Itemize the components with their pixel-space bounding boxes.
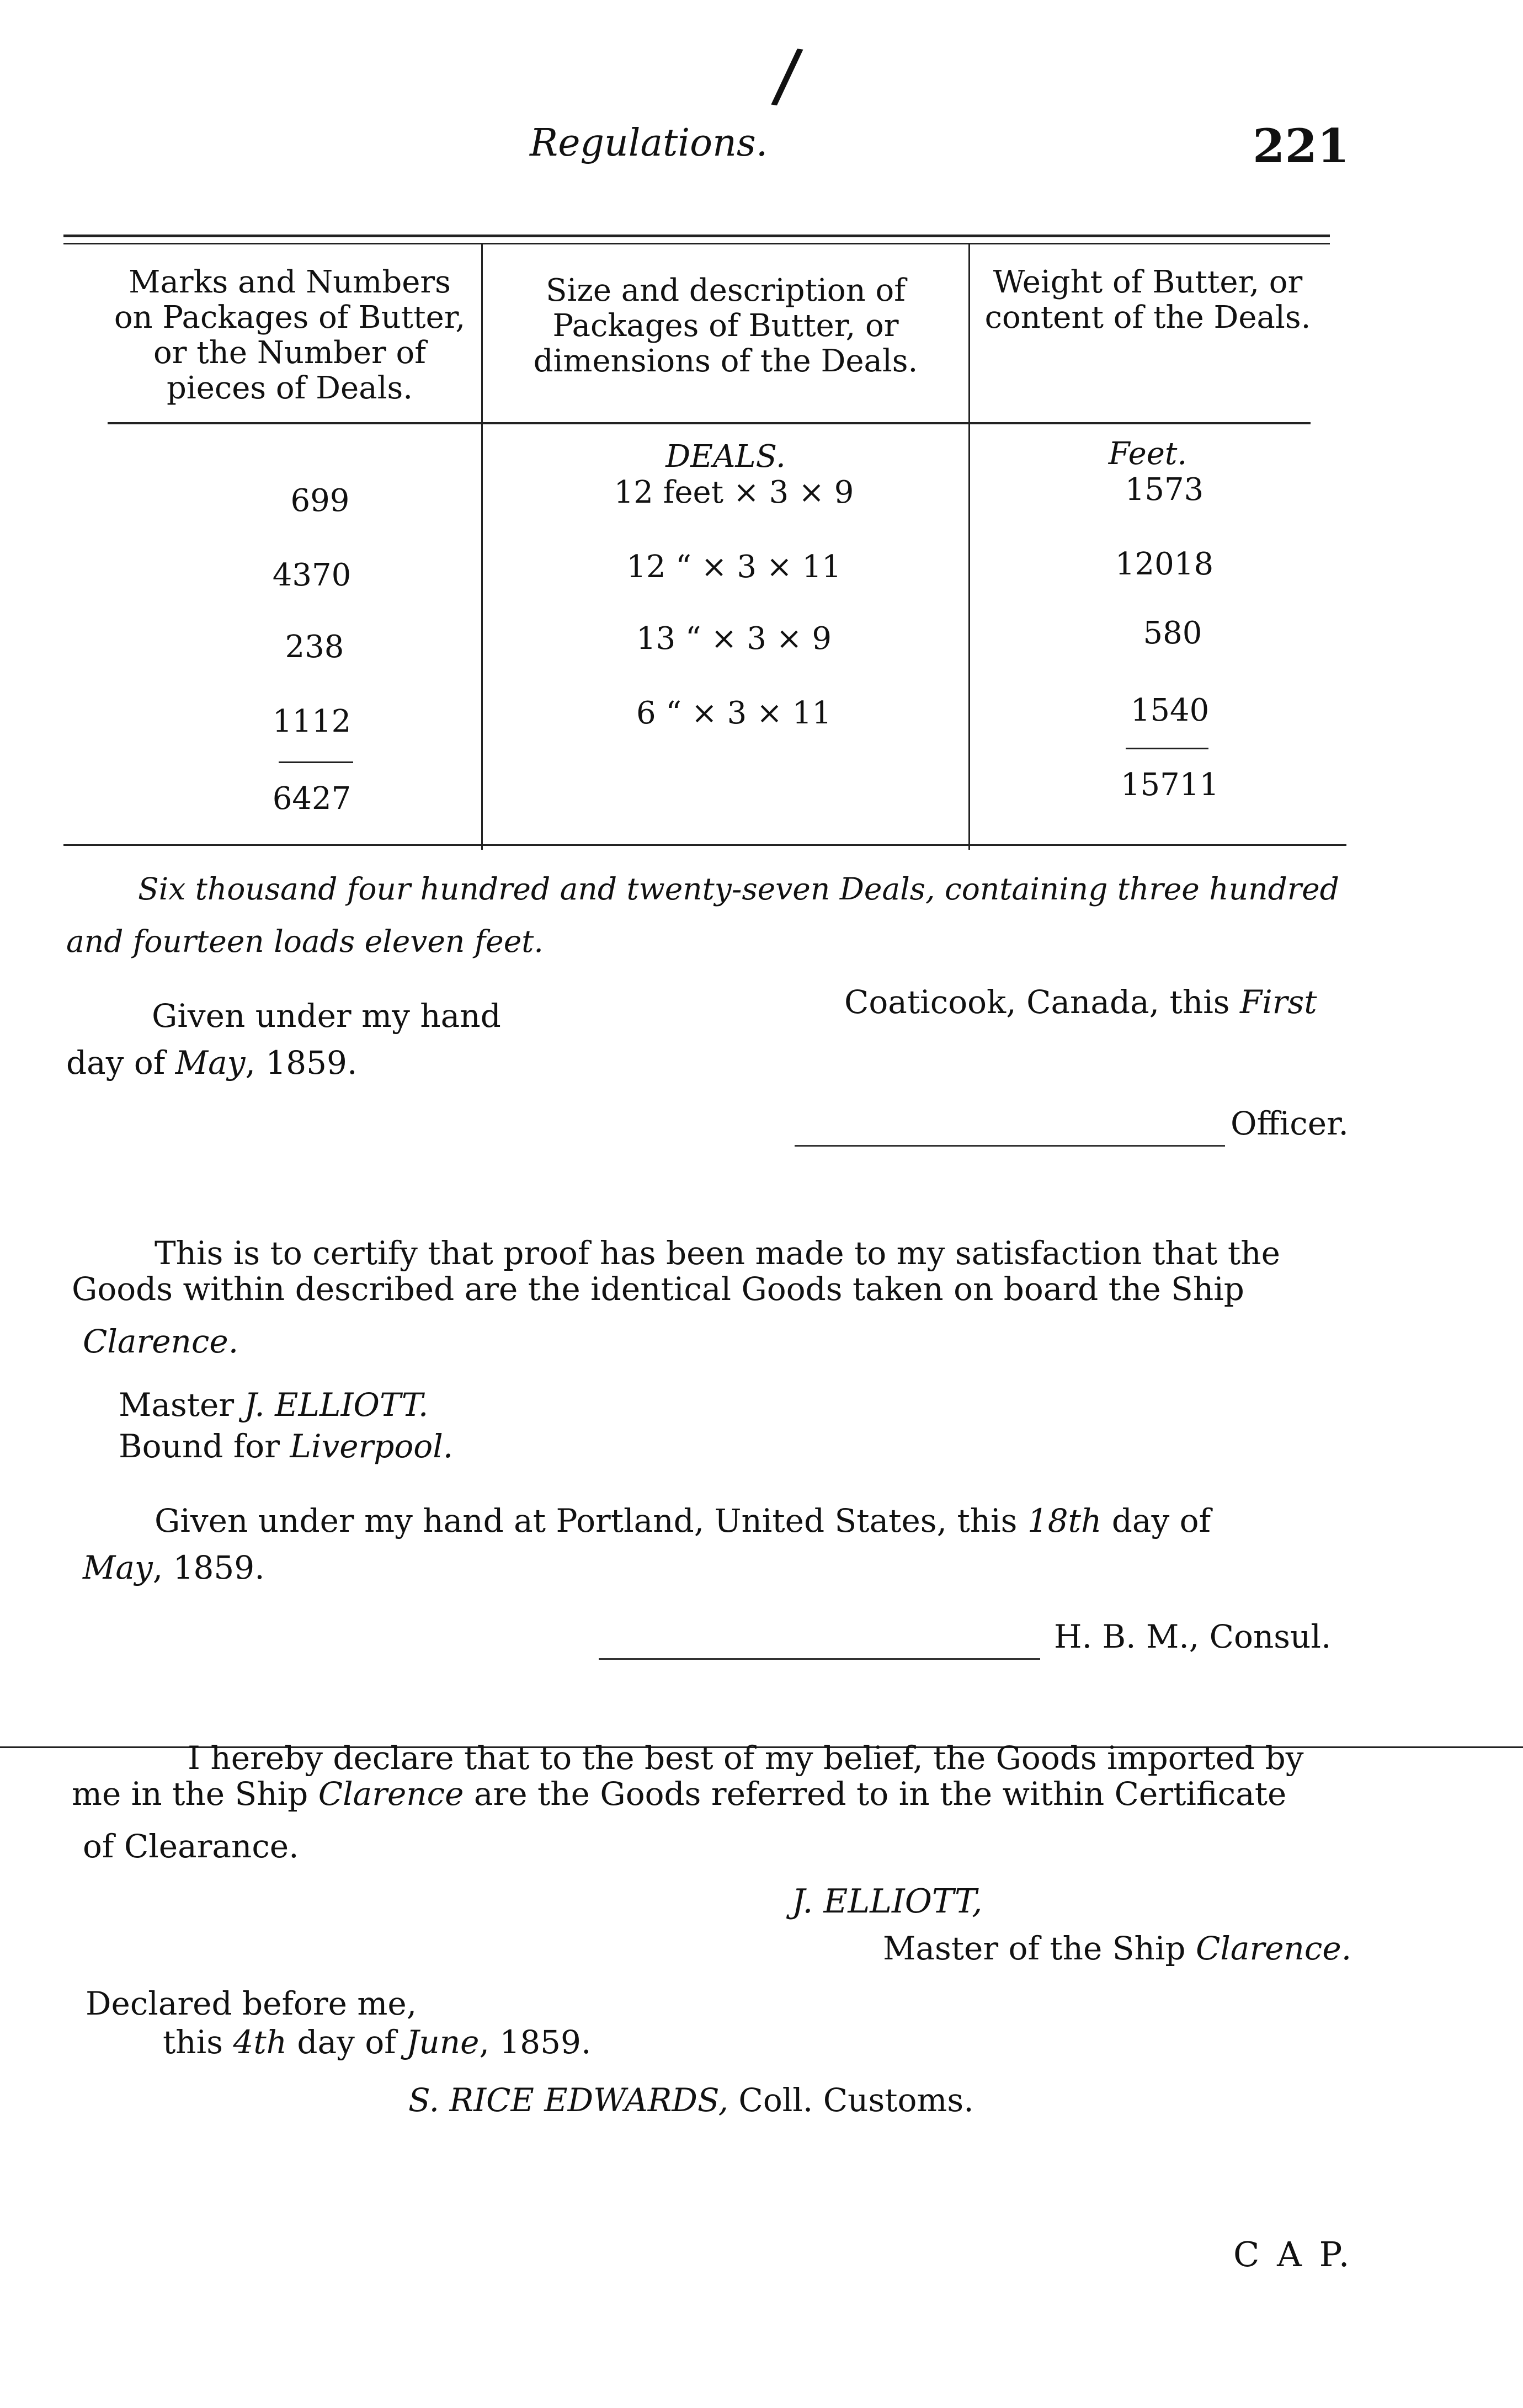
day-text: 18th: [1027, 1502, 1102, 1539]
footer-mark: C A P.: [1233, 2234, 1353, 2274]
subheader-feet: Feet.: [1108, 436, 1187, 472]
cell-feet: 1573: [1125, 472, 1204, 508]
destination: Liverpool.: [290, 1427, 454, 1465]
table-top-rule-2: [63, 243, 1330, 244]
cell-dimension: 6 “ × 3 × 11: [636, 695, 832, 731]
summary-line: Six thousand four hundred and twenty-seven Deals, containing three hundred: [138, 871, 1339, 907]
sum-rule: [279, 761, 353, 763]
column-header-weight: Weight of Butter, or content of the Deals.: [984, 264, 1311, 335]
cell-dimension: 13 “ × 3 × 9: [636, 621, 832, 657]
consul-label: H. B. M., Consul.: [1054, 1618, 1332, 1655]
year-text: , 1859.: [245, 1044, 358, 1082]
ship-name: Clarence.: [1195, 1930, 1352, 1967]
month-text: May: [83, 1549, 153, 1586]
day-text: 4th: [233, 2023, 287, 2061]
table-top-rule: [63, 235, 1330, 237]
master-line: [119, 1385, 428, 1425]
column-divider: [481, 243, 483, 850]
declare-line: of Clearance.: [83, 1828, 299, 1865]
cell-dimension: 12 “ × 3 × 11: [626, 549, 842, 585]
cell-count: 4370: [272, 557, 352, 593]
column-divider: [968, 243, 970, 850]
month-text: May: [175, 1044, 246, 1082]
column-header-size: Size and description of Packages of Butter, or dimensions of the Deals.: [533, 273, 918, 379]
place-text: Coaticook, Canada, this: [844, 983, 1240, 1021]
date-line: [66, 1043, 357, 1083]
year-text: , 1859.: [152, 1549, 265, 1586]
date-line: [83, 1548, 265, 1587]
declare-line: [72, 1774, 1368, 1814]
signatory-name: J. ELLIOTT,: [792, 1882, 983, 1921]
officer-label: Officer.: [1231, 1105, 1349, 1142]
total-count: 6427: [272, 781, 352, 817]
consul-signature-line: [599, 1658, 1040, 1660]
cell-feet: 12018: [1115, 546, 1214, 582]
signatory-title: [883, 1928, 1351, 1968]
declared-before: Declared before me,: [86, 1985, 417, 2022]
sum-rule: [1126, 748, 1208, 749]
running-header: Regulations.: [530, 121, 768, 165]
page-number: 221: [1253, 119, 1350, 173]
given-line: [155, 1501, 1368, 1541]
date-mid: day of: [287, 2023, 407, 2061]
bound-label: Bound for: [119, 1427, 290, 1465]
master-label: Master: [119, 1386, 244, 1424]
cell-feet: 580: [1143, 615, 1202, 651]
collector-line: [408, 2080, 974, 2120]
cell-count: 238: [285, 629, 344, 665]
bound-line: [119, 1426, 453, 1466]
header-bottom-rule: [108, 422, 1311, 424]
date-prefix: day of: [66, 1044, 175, 1082]
declared-date: [163, 2022, 591, 2062]
declare-line: I hereby declare that to the best of my belief, the Goods imported by: [188, 1739, 1304, 1777]
certify-line: Goods within described are the identical Goods taken on board the Ship: [72, 1270, 1244, 1308]
master-name: J. ELLIOTT.: [244, 1386, 429, 1424]
cell-count: 1112: [272, 704, 352, 739]
column-header-marks: Marks and Numbers on Packages of Butter, or the Number of pieces of Deals.: [114, 264, 466, 406]
given-prefix: Given under my hand at Portland, United States, this: [155, 1502, 1027, 1539]
total-feet: 15711: [1120, 767, 1220, 803]
cell-dimension: 12 feet × 3 × 9: [614, 475, 854, 510]
table-bottom-rule: [63, 844, 1346, 846]
title-prefix: Master of the Ship: [883, 1930, 1196, 1967]
cell-feet: 1540: [1130, 692, 1210, 728]
ship-name: Clarence: [318, 1775, 464, 1813]
year-text: , 1859.: [479, 2023, 592, 2061]
given-under-hand: Given under my hand: [152, 997, 501, 1035]
given-suffix: day of: [1101, 1502, 1211, 1539]
place-date-line: [844, 982, 1317, 1022]
declare-suffix: are the Goods referred to in the within Certificate: [464, 1775, 1287, 1813]
officer-signature-line: [795, 1145, 1225, 1147]
month-text: June: [406, 2023, 480, 2061]
certify-line: This is to certify that proof has been made to my satisfaction that the: [155, 1234, 1280, 1272]
cell-count: 699: [290, 483, 350, 519]
collector-title: Coll. Customs.: [728, 2081, 974, 2119]
summary-line: and fourteen loads eleven feet.: [66, 924, 544, 959]
collector-name: S. RICE EDWARDS,: [408, 2081, 728, 2119]
declare-prefix: me in the Ship: [72, 1775, 318, 1813]
subheader-deals: DEALS.: [665, 439, 786, 475]
date-prefix: this: [163, 2023, 233, 2061]
day-text: First: [1239, 983, 1317, 1021]
handwritten-mark: /: [769, 31, 806, 119]
ship-name: Clarence.: [83, 1323, 239, 1360]
